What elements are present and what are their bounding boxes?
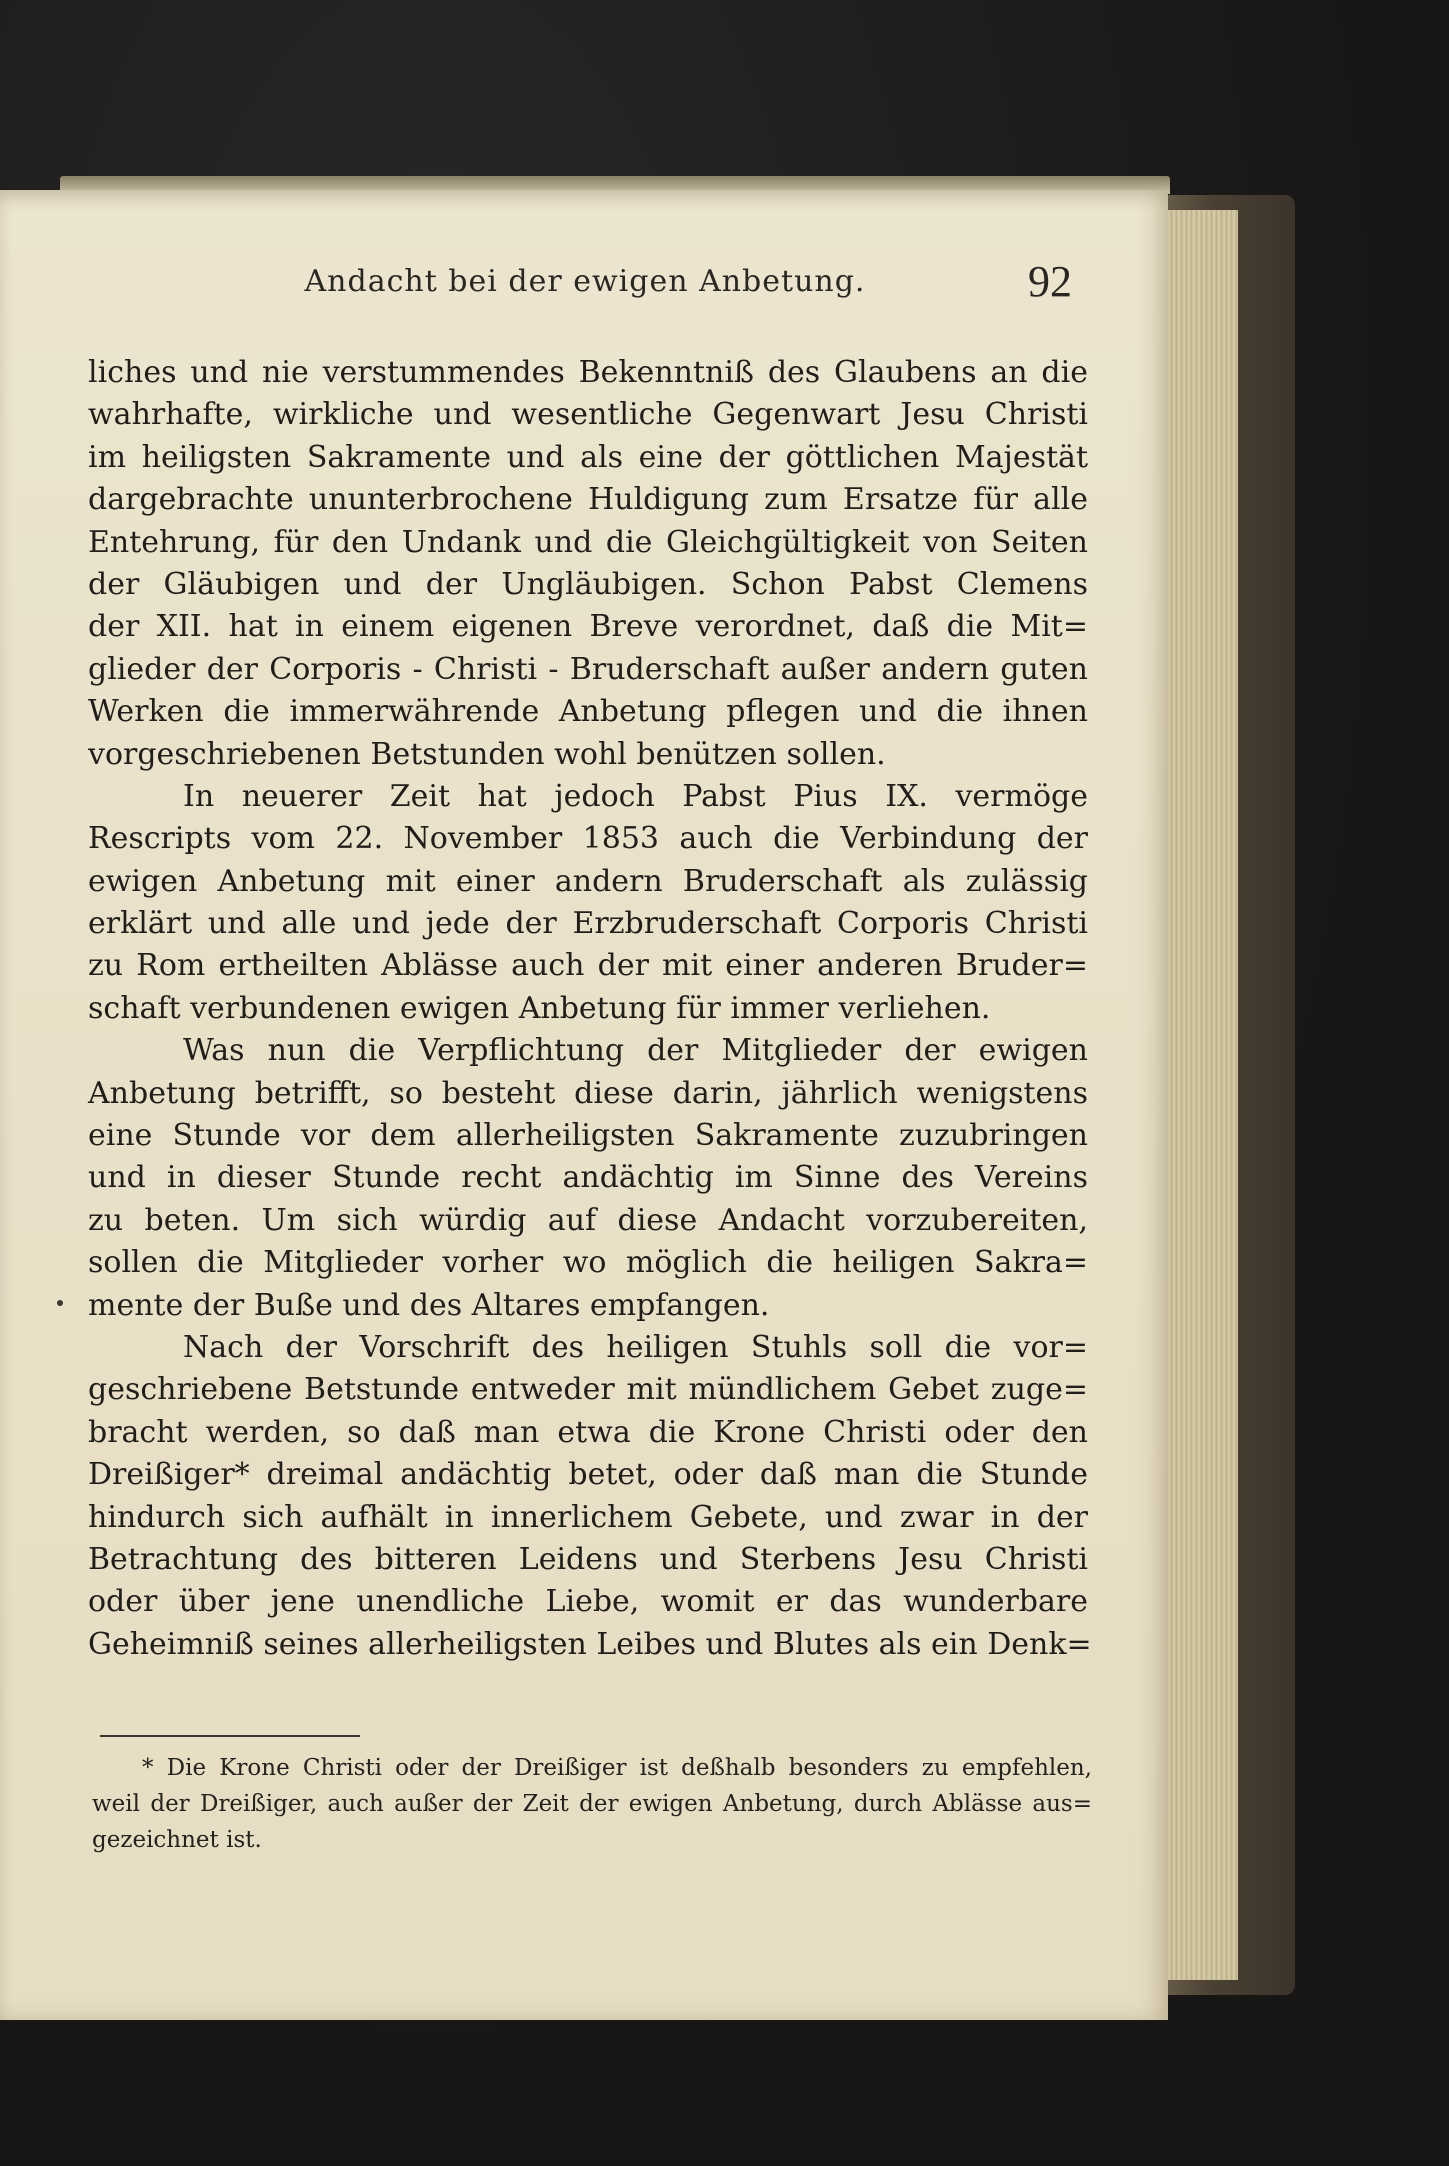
running-head <box>90 256 1080 316</box>
text-line: Nach der Vorschrift des heiligen Stuhls soll die vor= <box>183 1329 1088 1365</box>
text-line: schaft verbundenen ewigen Anbetung für immer verliehen. <box>88 990 991 1026</box>
text-line: Entehrung, für den Undank und die Gleichgültigkeit von Seiten <box>88 524 1088 560</box>
text-line: hindurch sich aufhält in innerlichem Gebete, und zwar in der <box>88 1499 1088 1535</box>
text-line: liches und nie verstummendes Bekenntniß des Glaubens an die <box>88 355 1088 390</box>
text-line: im heiligsten Sakramente und als eine der göttlichen Majestät <box>88 439 1088 475</box>
text-line: sollen die Mitglieder vorher wo möglich die heiligen Sakra= <box>88 1245 1088 1281</box>
footnote-line: weil der Dreißiger, auch außer der Zeit der ewigen Anbetung, durch Ablässe aus= <box>92 1791 1092 1817</box>
page-edges <box>1165 210 1238 1980</box>
text-line: bracht werden, so daß man etwa die Krone Christi oder den <box>88 1414 1088 1450</box>
text-line: zu Rom ertheilten Ablässe auch der mit einer anderen Bruder= <box>88 948 1088 984</box>
margin-mark <box>57 1300 63 1306</box>
text-line: In neuerer Zeit hat jedoch Pabst Pius IX. vermöge <box>183 778 1088 814</box>
text-line: Rescripts vom 22. November 1853 auch die Verbindung der <box>88 821 1088 857</box>
text-line: Werken die immerwährende Anbetung pflegen und die ihnen <box>88 694 1088 730</box>
text-line: Dreißiger* dreimal andächtig betet, oder daß man die Stunde <box>88 1457 1088 1493</box>
text-line: vorgeschriebenen Betstunden wohl benützen sollen. <box>88 736 886 772</box>
text-line: glieder der Corporis - Christi - Bruderschaft außer andern guten <box>88 651 1088 687</box>
text-line: Geheimniß seines allerheiligsten Leibes und Blutes als ein Denk= <box>88 1626 1092 1662</box>
text-line: Was nun die Verpflichtung der Mitglieder der ewigen <box>183 1033 1088 1069</box>
footnote-rule <box>100 1735 360 1737</box>
text-line: der Gläubigen und der Ungläubigen. Schon Pabst Clemens <box>88 566 1088 602</box>
text-line: wahrhafte, wirkliche und wesentliche Gegenwart Jesu Christi <box>88 397 1088 433</box>
page-number: 92 <box>1028 257 1072 306</box>
text-line: und in dieser Stunde recht andächtig im Sinne des Vereins <box>88 1160 1088 1196</box>
text-line: eine Stunde vor dem allerheiligsten Sakramente zuzubringen <box>88 1118 1088 1154</box>
text-line: Betrachtung des bitteren Leidens und Sterbens Jesu Christi <box>88 1541 1088 1577</box>
footnotes <box>92 1750 1092 1858</box>
text-line: oder über jene unendliche Liebe, womit er das wunderbare <box>88 1584 1088 1620</box>
text-line: Anbetung betrifft, so besteht diese darin, jährlich wenigstens <box>88 1075 1088 1111</box>
text-line: dargebrachte ununterbrochene Huldigung zum Ersatze für alle <box>88 482 1088 518</box>
text-line: mente der Buße und des Altares empfangen. <box>88 1287 770 1323</box>
running-head-title: Andacht bei der ewigen Anbetung. <box>304 264 866 299</box>
text-line: ewigen Anbetung mit einer andern Bruderschaft als zulässig <box>88 863 1088 899</box>
footnote-line: gezeichnet ist. <box>92 1827 262 1853</box>
text-line: geschriebene Betstunde entweder mit mündlichem Gebet zuge= <box>88 1372 1088 1408</box>
text-line: zu beten. Um sich würdig auf diese Andacht vorzubereiten, <box>88 1202 1088 1238</box>
body-text <box>88 352 1092 1666</box>
text-line: erklärt und alle und jede der Erzbruderschaft Corporis Christi <box>88 906 1088 942</box>
text-line: der XII. hat in einem eigenen Breve verordnet, daß die Mit= <box>88 609 1088 645</box>
footnote-line: * Die Krone Christi oder der Dreißiger ist deßhalb besonders zu empfehlen, <box>142 1755 1092 1781</box>
